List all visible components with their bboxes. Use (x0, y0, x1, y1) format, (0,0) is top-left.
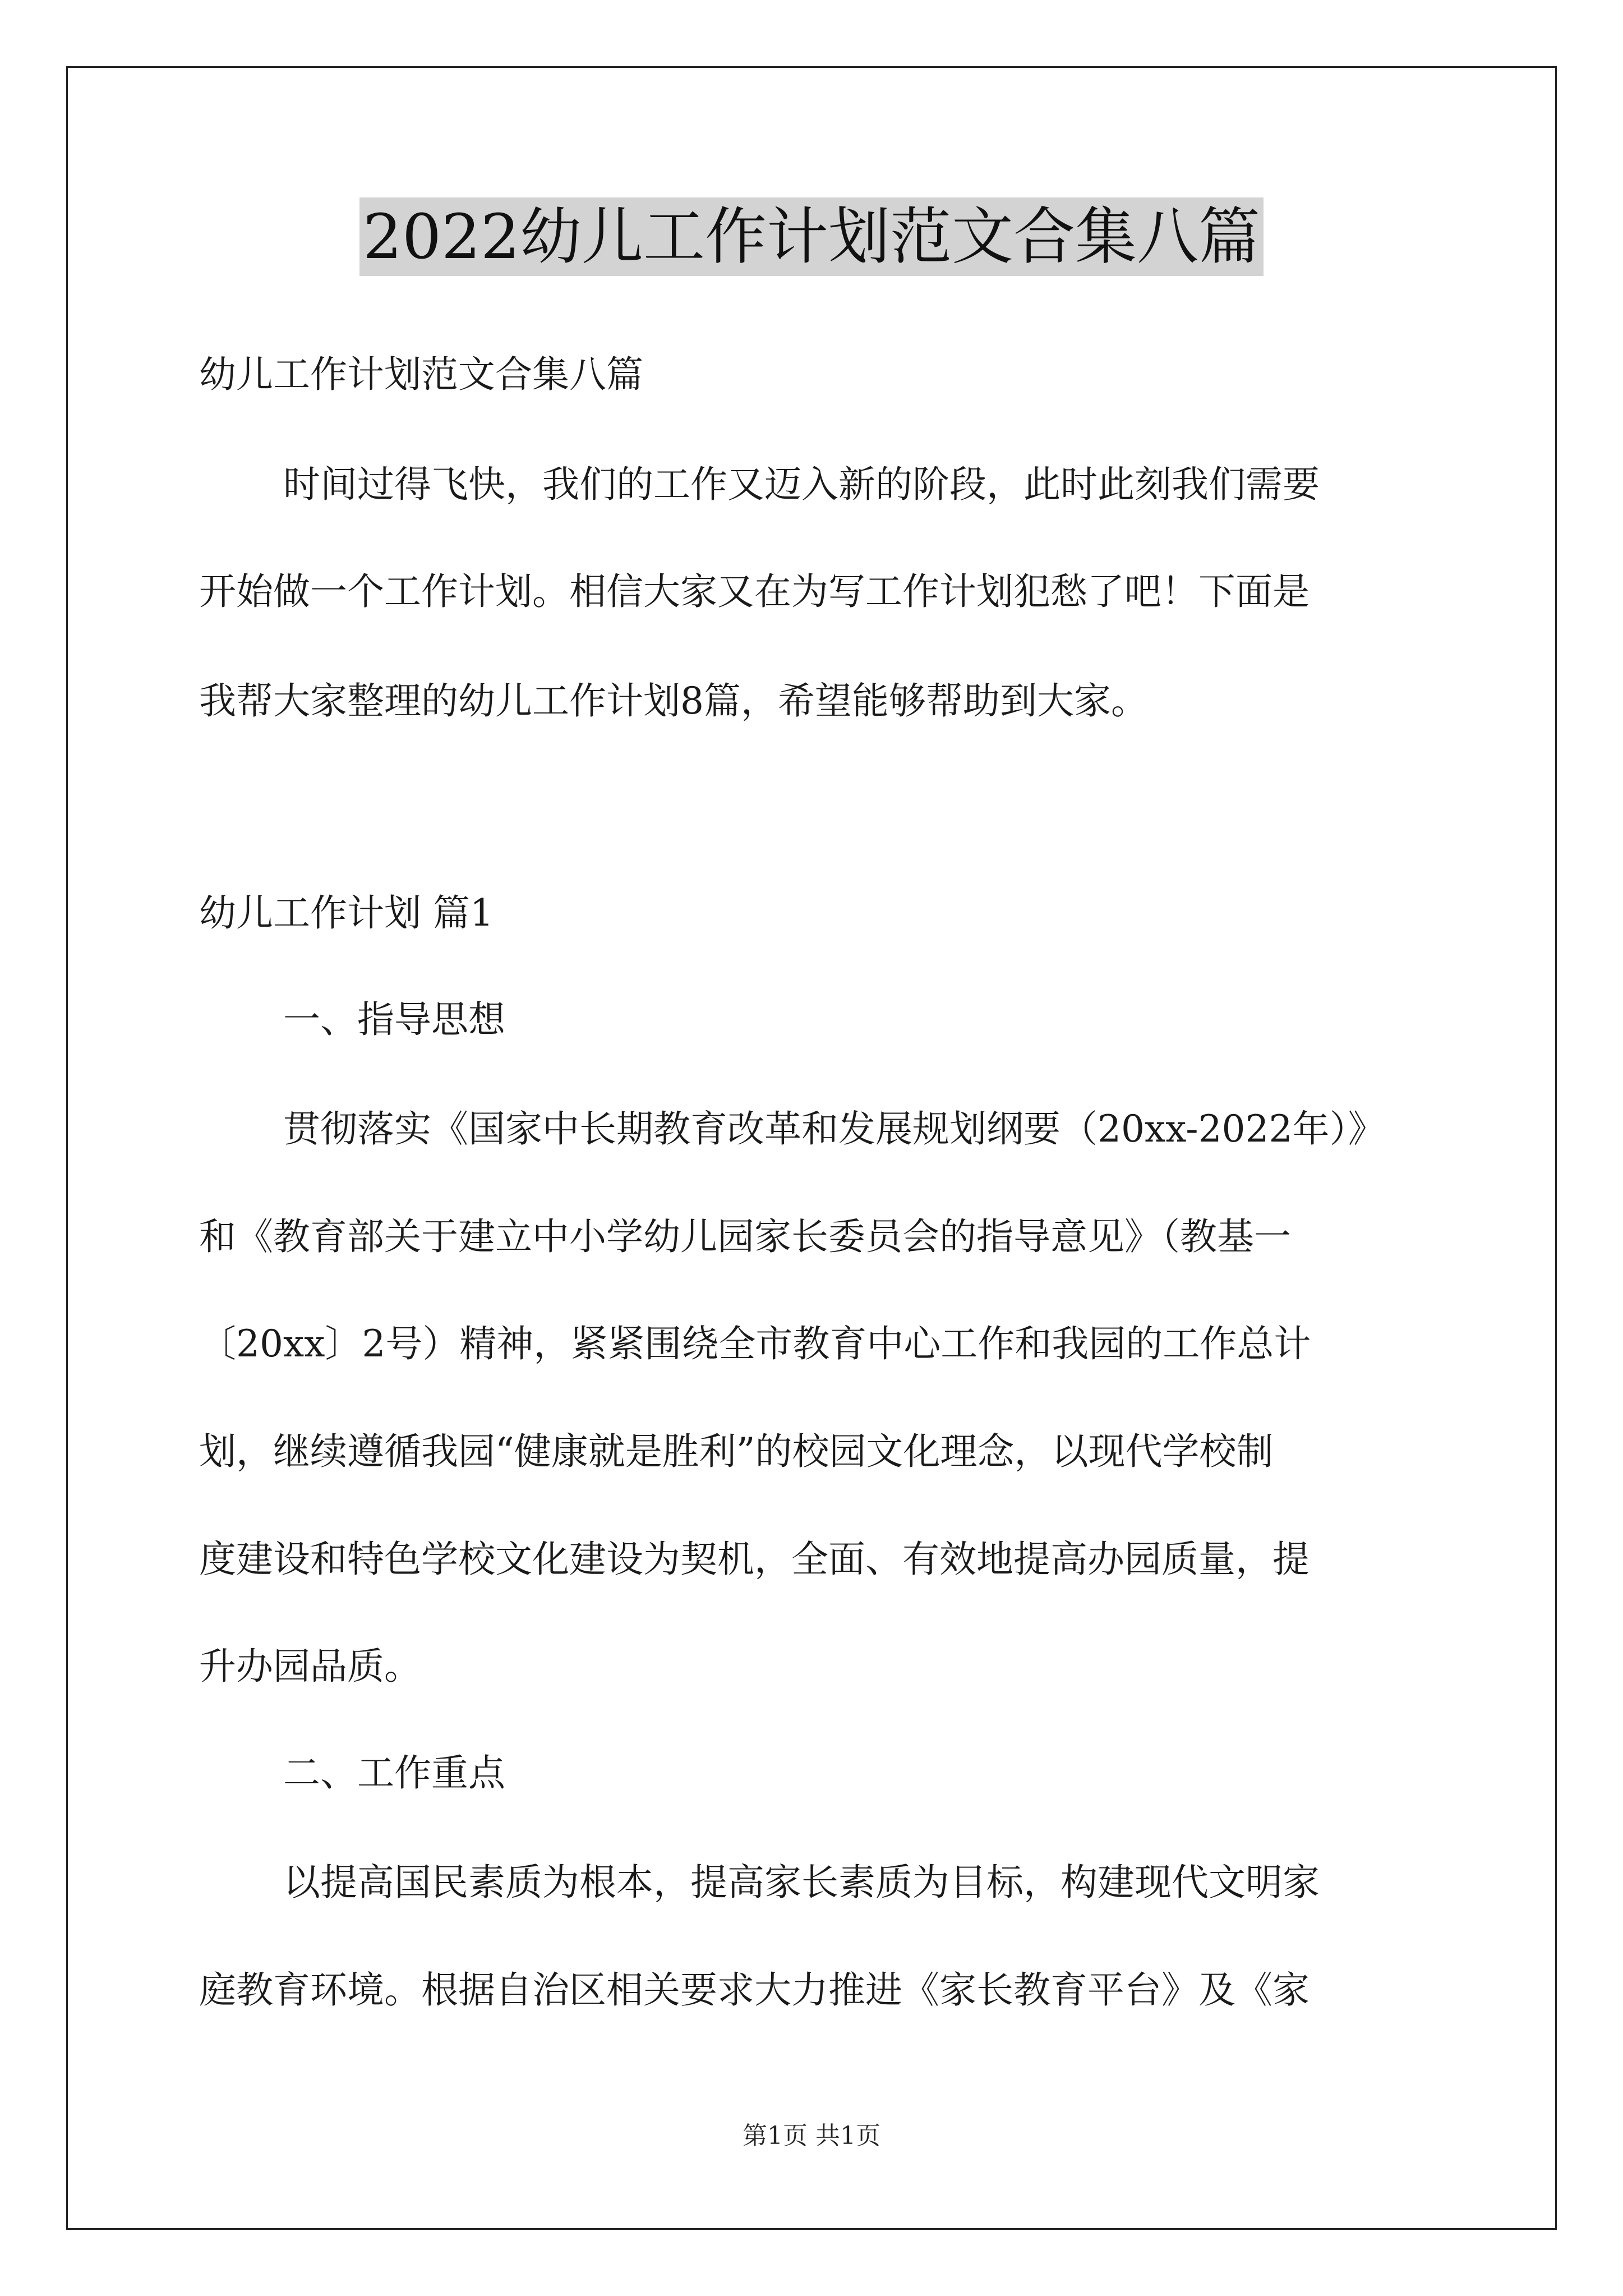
document-title: 2022幼儿工作计划范文合集八篇 (359, 197, 1264, 276)
paragraph-line: 划，继续遵循我园“健康就是胜利”的校园文化理念，以现代学校制 (199, 1430, 1274, 1473)
section-heading: 幼儿工作计划 篇1 (199, 891, 494, 935)
paragraph-line: 〔20xx〕2号）精神，紧紧围绕全市教育中心工作和我园的工作总计 (199, 1322, 1311, 1365)
page-footer: 第1页 共1页 (743, 2122, 880, 2150)
intro-line: 时间过得飞快，我们的工作又迈入新的阶段，此时此刻我们需要 (283, 463, 1320, 506)
paragraph-line: 升办园品质。 (199, 1645, 421, 1688)
paragraph-line: 贯彻落实《国家中长期教育改革和发展规划纲要（20xx-2022年）》 (283, 1107, 1385, 1151)
title-wrap (0, 197, 1623, 276)
paragraph-line: 和《教育部关于建立中小学幼儿园家长委员会的指导意见》（教基一 (199, 1215, 1291, 1258)
intro-line: 我帮大家整理的幼儿工作计划8篇，希望能够帮助到大家。 (199, 679, 1148, 723)
subtitle: 幼儿工作计划范文合集八篇 (199, 353, 643, 396)
paragraph-line: 度建设和特色学校文化建设为契机，全面、有效地提高办园质量，提 (199, 1538, 1310, 1581)
paragraph-line: 以提高国民素质为根本，提高家长素质为目标，构建现代文明家 (283, 1861, 1320, 1904)
intro-line: 开始做一个工作计划。相信大家又在为写工作计划犯愁了吧！下面是 (199, 570, 1310, 613)
heading-guiding-thought: 一、指导思想 (283, 998, 505, 1041)
paragraph-line: 庭教育环境。根据自治区相关要求大力推进《家长教育平台》及《家 (199, 1968, 1310, 2012)
heading-work-focus: 二、工作重点 (283, 1751, 505, 1795)
